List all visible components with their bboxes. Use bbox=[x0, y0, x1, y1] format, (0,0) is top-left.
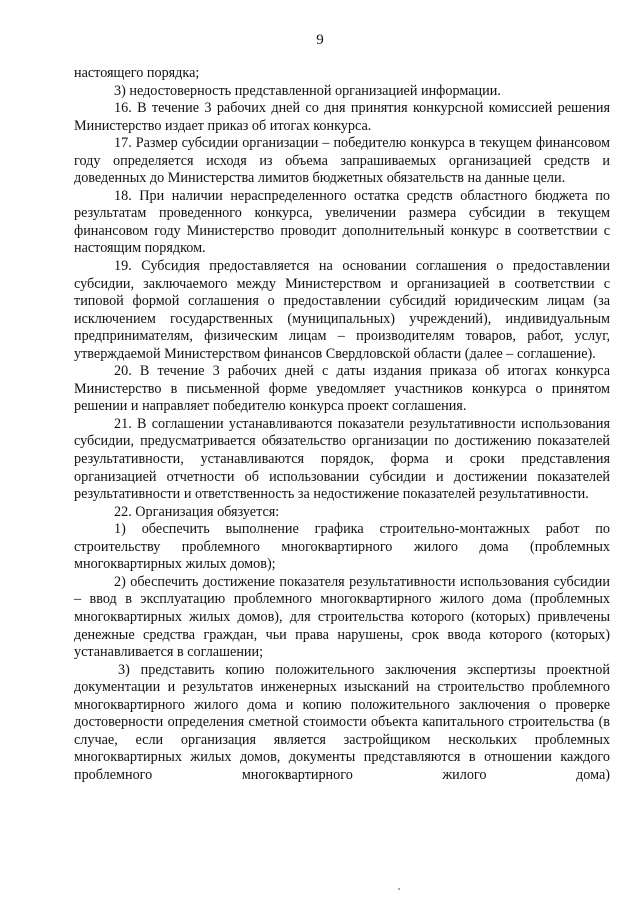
paragraph-continuation: настоящего порядка; bbox=[74, 65, 200, 81]
paragraph-22-item-3: 3) представить копию положительного заключения экспертизы проектной документации и результатов инженерных изысканий на строительство проблемного многоквартирного жилого дома и копию положительного заключения о проверке достоверности определения сметной стоимости объекта капитального строительства (в случае, если организация является застройщиком нескольких проблемных многоквартирных жилых домов, документы представляются в отношении каждого проблемного многоквартирного жилого дома) bbox=[74, 661, 610, 783]
paragraph-22-item-2: 2) обеспечить достижение показателя результативности использования субсидии – ввод в эксплуатацию проблемного многоквартирного жилого дома (проблемных многоквартирных жилых домов), для строительства которого (которых) привлечены денежные средства граждан, чьи права нарушены, срок ввода которого (которых) устанавливается в соглашении; bbox=[74, 573, 610, 661]
paragraph-21: 21. В соглашении устанавливаются показатели результативности использования субсидии, предусматривается обязательство организации по достижению показателей результативности, устанавливаются порядок, форма и сроки представления организацией отчетности об использовании субсидии и достижении показателей результативности и ответственность за недостижение показателей результативности. bbox=[74, 415, 610, 503]
paragraph-16: 16. В течение 3 рабочих дней со дня принятия конкурсной комиссией решения Министерство издает приказ об итогах конкурса. bbox=[74, 100, 610, 134]
page-number: 9 bbox=[316, 32, 324, 48]
paragraph-20: 20. В течение 3 рабочих дней с даты издания приказа об итогах конкурса Министерство в письменной форме уведомляет участников конкурса о принятом решении и направляет победителю конкурса проект соглашения. bbox=[74, 363, 610, 415]
paragraph-item-3: 3) недостоверность представленной организацией информации. bbox=[114, 82, 501, 99]
paragraph-18: 18. При наличии нераспределенного остатка средств областного бюджета по результатам проведенного конкурса, увеличении размера субсидии в текущем финансовом году Министерство проводит дополнительный конкурс в соответствии с настоящим порядком. bbox=[74, 187, 610, 257]
document-body bbox=[74, 65, 610, 784]
paragraph-19: 19. Субсидия предоставляется на основании соглашения о предоставлении субсидии, заключаемого между Министерством и организацией в соответствии с типовой формой соглашения о предоставлении субсидий юридическим лицам (за исключением государственных (муниципальных) учреждений), индивидуальным предпринимателям, физическим лицам – производителям товаров, работ, услуг, утверждаемой Министерством финансов Свердловской области (далее – соглашение). bbox=[74, 258, 610, 362]
paragraph-22-item-1: 1) обеспечить выполнение графика строительно-монтажных работ по строительству проблемного многоквартирного жилого дома (проблемных многоквартирных жилых домов); bbox=[74, 521, 610, 573]
scan-speck bbox=[398, 888, 400, 890]
paragraph-17: 17. Размер субсидии организации – победителю конкурса в текущем финансовом году определяется исходя из объема запрашиваемых организацией средств и доведенных до Министерства лимитов бюджетных обязательств на данные цели. bbox=[74, 135, 610, 187]
paragraph-22: 22. Организация обязуется: bbox=[114, 503, 280, 520]
